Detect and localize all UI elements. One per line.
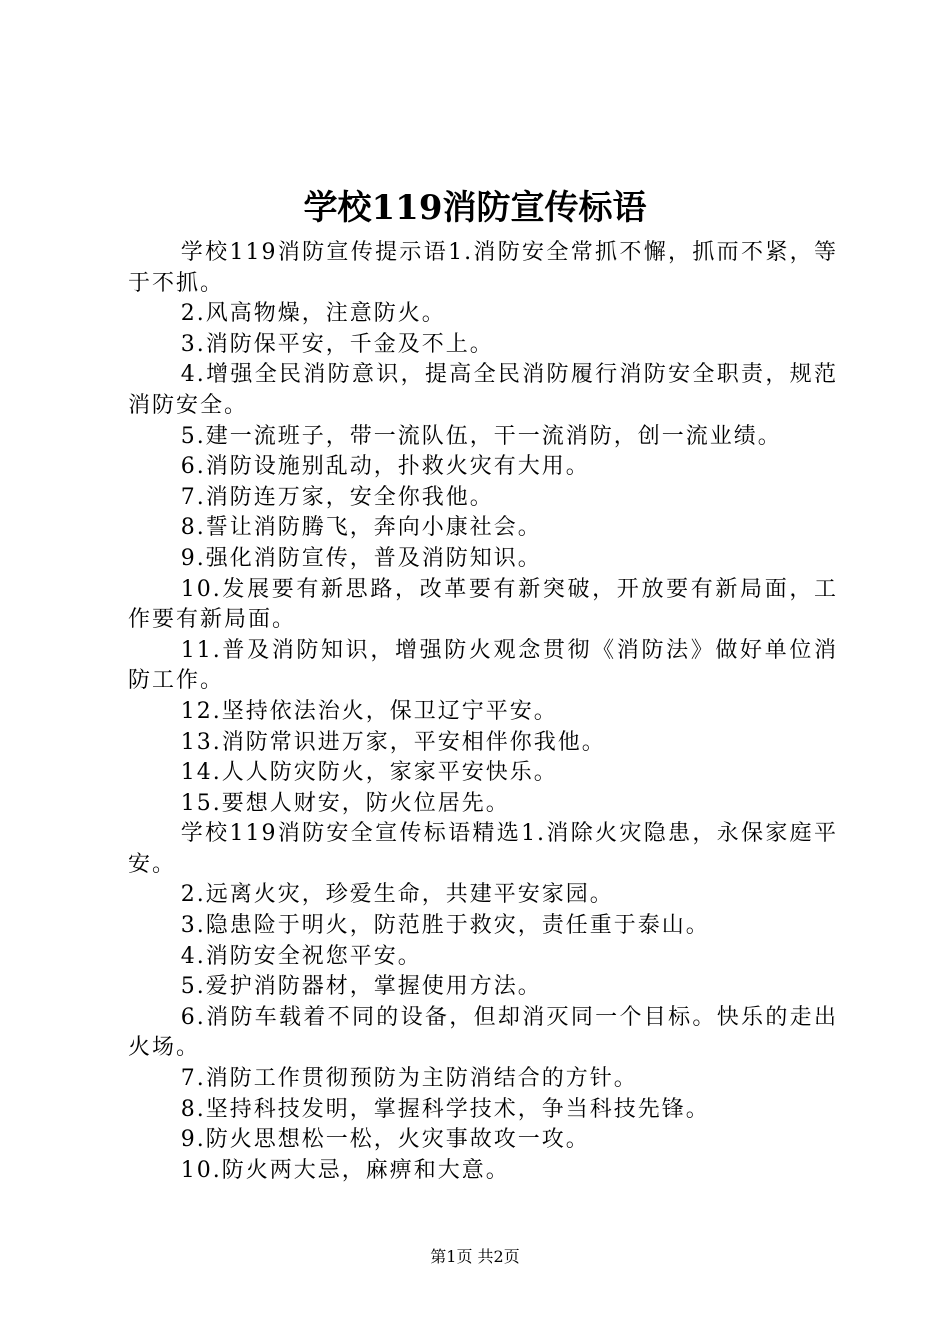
paragraph: 11.普及消防知识，增强防火观念贯彻《消防法》做好单位消防工作。 [128,637,838,694]
paragraph: 学校119消防宣传提示语1.消防安全常抓不懈，抓而不紧，等于不抓。 [128,240,838,296]
paragraph: 5.建一流班子，带一流队伍，干一流消防，创一流业绩。 [180,423,782,449]
paragraph: 学校119消防安全宣传标语精选1.消除火灾隐患，永保家庭平安。 [128,821,838,877]
paragraph: 14.人人防灾防火，家家平安快乐。 [180,760,558,786]
paragraph: 3.隐患险于明火，防范胜于救灾，责任重于泰山。 [180,913,710,939]
paragraph: 9.强化消防宣传，普及消防知识。 [180,545,542,571]
document-body [128,238,838,1186]
paragraph: 6.消防车载着不同的设备，但却消灭同一个目标。快乐的走出火场。 [128,1004,838,1061]
paragraph: 8.坚持科技发明，掌握科学技术，争当科技先锋。 [180,1096,710,1122]
paragraph: 4.消防安全祝您平安。 [180,943,422,969]
paragraph: 2.风高物燥，注意防火。 [180,301,446,327]
paragraph: 7.消防连万家，安全你我他。 [180,484,494,510]
paragraph: 6.消防设施别乱动，扑救火灾有大用。 [180,454,590,480]
document-title: 学校119消防宣传标语 [303,188,647,228]
paragraph: 4.增强全民消防意识，提高全民消防履行消防安全职责，规范消防安全。 [128,362,838,418]
paragraph: 12.坚持依法治火，保卫辽宁平安。 [180,698,558,724]
paragraph: 10.发展要有新思路，改革要有新突破，开放要有新局面，工作要有新局面。 [128,576,838,633]
paragraph: 2.远离火灾，珍爱生命，共建平安家园。 [180,882,614,908]
paragraph: 10.防火两大忌，麻痹和大意。 [180,1157,510,1183]
paragraph: 9.防火思想松一松，火灾事故攻一攻。 [180,1127,590,1153]
paragraph: 8.誓让消防腾飞，奔向小康社会。 [180,515,542,541]
paragraph: 7.消防工作贯彻预防为主防消结合的方针。 [180,1066,638,1092]
paragraph: 15.要想人财安，防火位居先。 [180,790,510,816]
paragraph: 5.爱护消防器材，掌握使用方法。 [180,974,542,1000]
paragraph: 3.消防保平安，千金及不上。 [180,331,494,357]
paragraph: 13.消防常识进万家，平安相伴你我他。 [180,729,606,755]
page-footer: 第1页 共2页 [430,1247,520,1266]
